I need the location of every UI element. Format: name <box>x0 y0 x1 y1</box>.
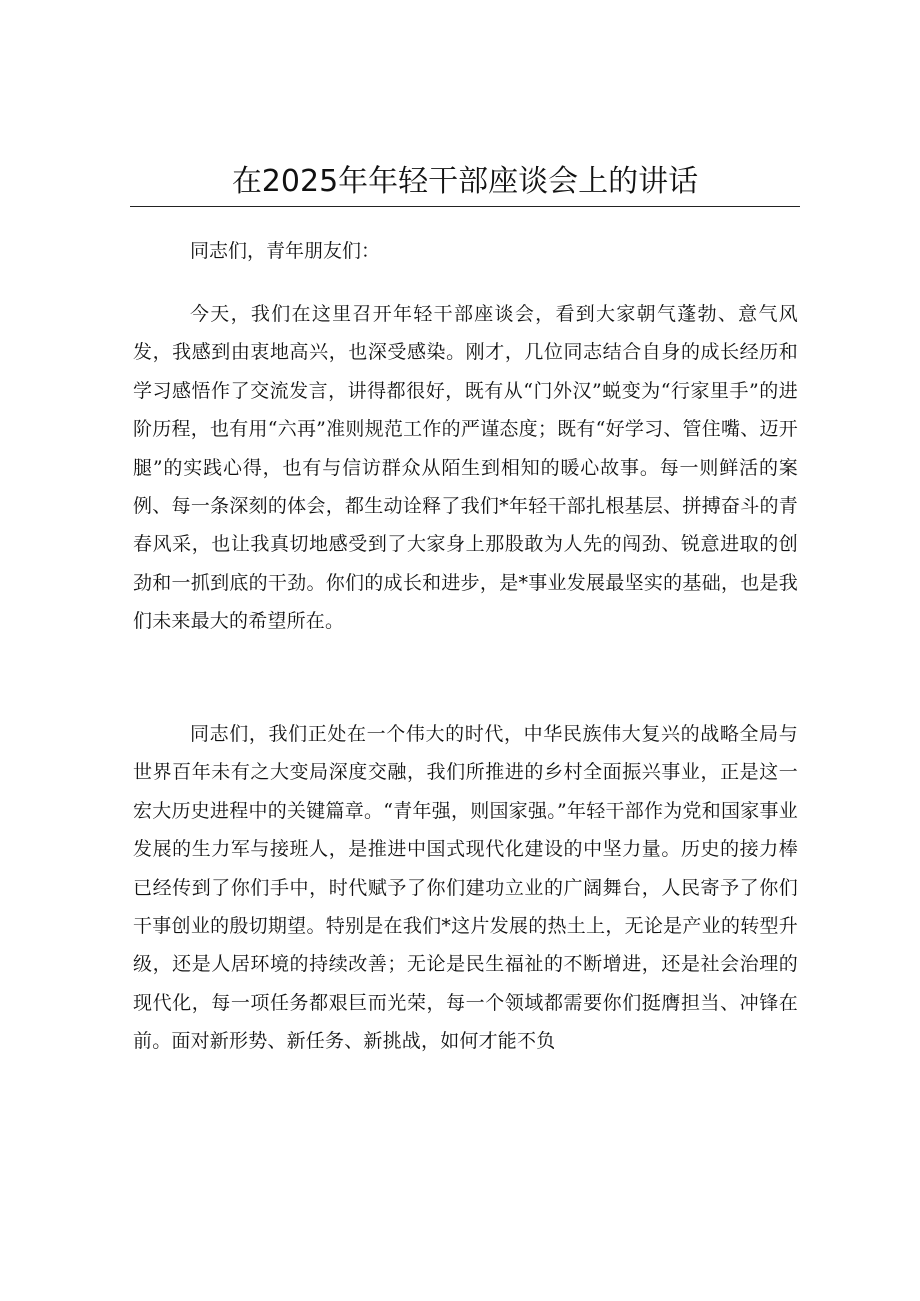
title-underline <box>130 206 800 207</box>
document-title: 在2025年年轻干部座谈会上的讲话 <box>231 164 699 199</box>
paragraph-2: 同志们，我们正处在一个伟大的时代，中华民族伟大复兴的战略全局与世界百年未有之大变局深度交融，我们所推进的乡村全面振兴事业，正是这一宏大历史进程中的关键篇章。“青年强，则国家强。”年轻干部作为党和国家事业发展的生力军与接班人，是推进中国式现代化建设的中坚力量。历史的接力棒已经传到了你们手中，时代赋予了你们建功立业的广阔舞台，人民寄予了你们干事创业的殷切期望。特别是在我们*这片发展的热土上，无论是产业的转型升级，还是人居环境的持续改善；无论是民生福祉的不断增进，还是社会治理的现代化，每一项任务都艰巨而光荣，每一个领域都需要你们挺膺担当、冲锋在前。面对新形势、新任务、新挑战，如何才能不负 <box>133 723 798 1053</box>
paragraph-1: 今天，我们在这里召开年轻干部座谈会，看到大家朝气蓬勃、意气风发，我感到由衷地高兴，也深受感染。刚才，几位同志结合自身的成长经历和学习感悟作了交流发言，讲得都很好，既有从“门外汉”蜕变为“行家里手”的进阶历程，也有用“六再”准则规范工作的严谨态度；既有“好学习、管住嘴、迈开腿”的实践心得，也有与信访群众从陌生到相知的暖心故事。每一则鲜活的案例、每一条深刻的体会，都生动诠释了我们*年轻干部扎根基层、拼搏奋斗的青春风采，也让我真切地感受到了大家身上那股敢为人先的闯劲、锐意进取的创劲和一抓到底的干劲。你们的成长和进步，是*事业发展最坚实的基础，也是我们未来最大的希望所在。 <box>133 303 798 633</box>
salutation: 同志们，青年朋友们： <box>190 240 381 262</box>
